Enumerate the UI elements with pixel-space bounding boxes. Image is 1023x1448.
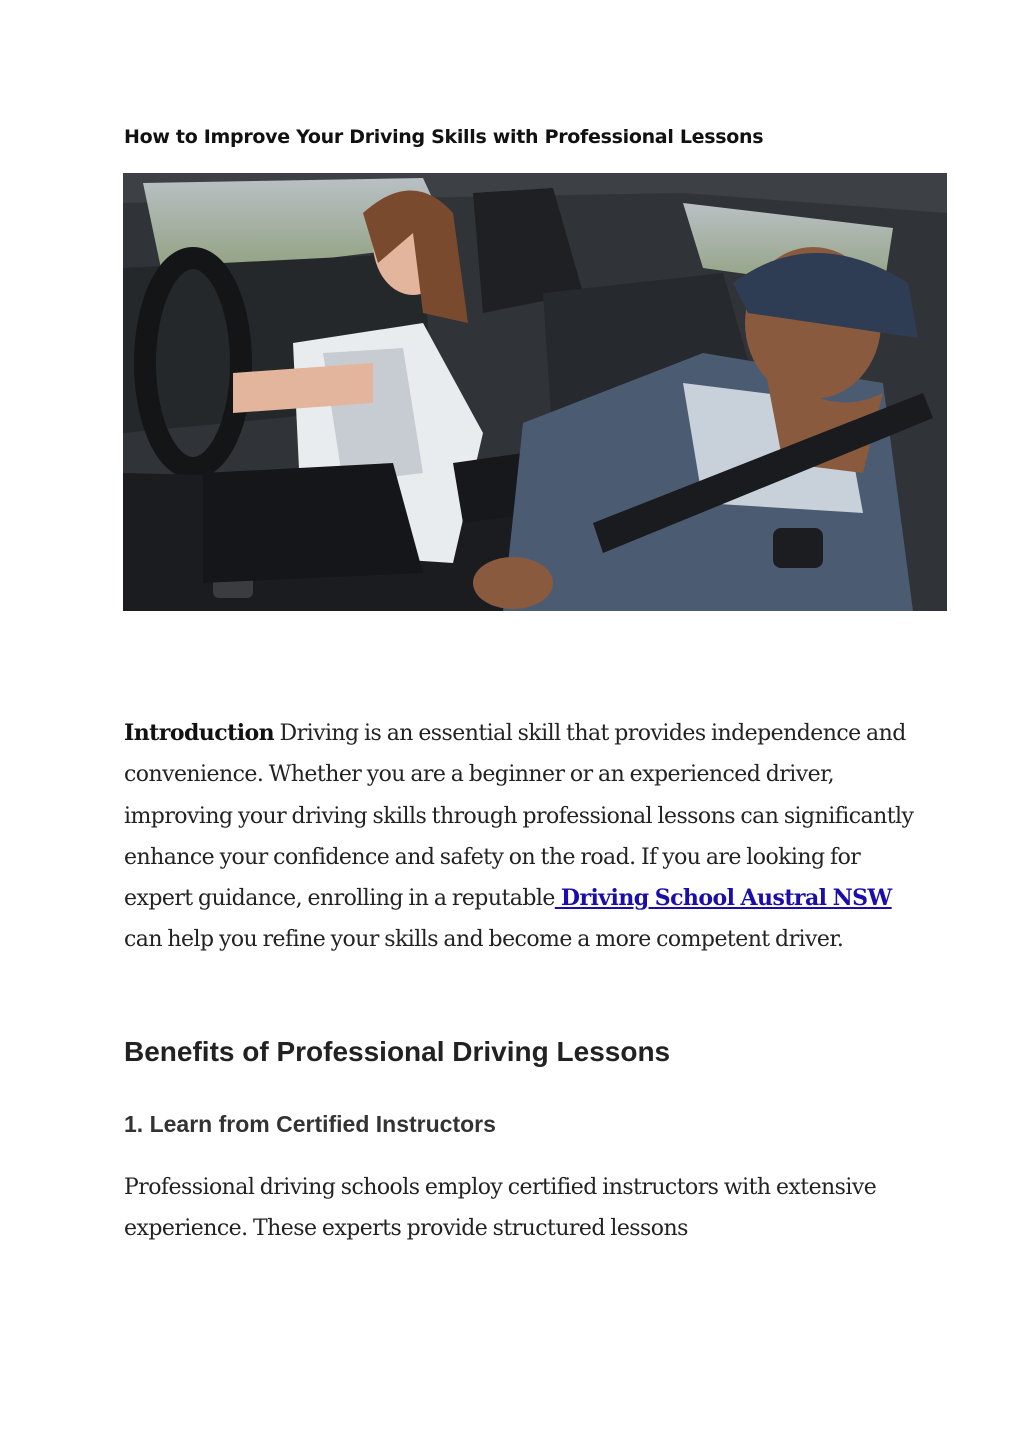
intro-paragraph [124, 713, 914, 961]
document-title: How to Improve Your Driving Skills with Professional Lessons [124, 126, 764, 148]
item1-paragraph: Professional driving schools employ certified instructors with extensive experience. These experts provide structured lessons [124, 1175, 877, 1242]
item1-heading: 1. Learn from Certified Instructors [124, 1111, 496, 1137]
intro-text-after-link: can help you refine your skills and become a more competent driver. [124, 927, 844, 953]
driving-school-link[interactable]: Driving School Austral NSW [554, 885, 892, 912]
hero-image [123, 173, 947, 611]
benefits-heading: Benefits of Professional Driving Lessons [124, 1036, 671, 1067]
intro-text-before-link: Driving is an essential skill that provides independence and convenience. Whether you are a beginner or an experienced driver, improving your driving skills through professional lessons can significantly enhance your confidence and safety on the road. If you are looking for expert guidance, enrolling in a reputable [124, 721, 914, 912]
intro-lead: Introduction [124, 720, 275, 746]
